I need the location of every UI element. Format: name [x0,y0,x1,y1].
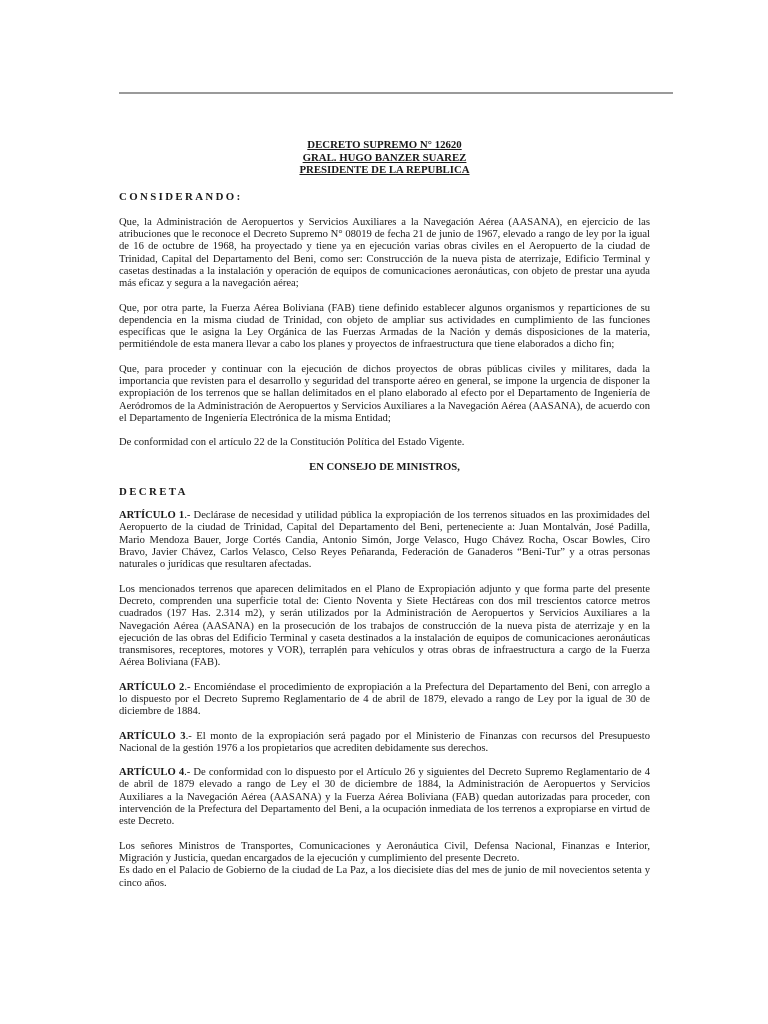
top-rule [119,92,673,94]
considerando-paragraph-4: De conformidad con el artículo 22 de la Constitución Política del Estado Vigente. [119,437,465,449]
decree-document [119,139,650,890]
article-1-continuation-text: Los mencionados terrenos que aparecen delimitados en el Plano de Expropiación adjunto y que forma parte del presente Decreto, comprenden una superficie total de: Ciento Noventa y Siete Hectáreas con dos mil trescientos catorce metros cuadrados (197 Has. 2.314 m2), y serán utilizados por la Administración de Aeropuertos y Servicios Auxiliares a la Navegación Aérea (AASANA) en la prosecución de los trabajos de construcción de la nueva pista de aterrizaje y en la ejecución de las obras del Edificio Terminal y caseta destinados a la instalación de equipos de comunicaciones aeronáuticas transmisores, receptores, motores y VOR), terraplén para vehículos y otras obras de infraestructura a cargo de la Fuerza Aérea Boliviana (FAB). [119,583,650,669]
article-1-text: .- Declárase de necesidad y utilidad pública la expropiación de los terrenos situados en las proximidades del Aeropuerto de la ciudad de Trinidad, Capital del Departamento del Beni, perteneciente a: Juan Montalván, José Padilla, Mario Mendoza Bauer, Jorge Cortés Candia, Antonio Simón, Jorge Velasco, Hugo Chávez Rocha, Oscar Bowles, Ciro Bravo, Javier Chávez, Carlos Velasco, Celso Reyes Peñaranda, Federación de Ganaderos “Beni-Tur” y a otras personas naturales o jurídicas que resultaren afectadas. [119,510,650,571]
article-4-text: .- De conformidad con lo dispuesto por el Artículo 26 y siguientes del Decreto Supremo Reglamentario de 4 de abril de 1879 elevado a rango de Ley el 30 de diciembre de 1884, la Administración de Aeropuertos y Servicios Auxiliares a la Navegación Aérea (AASANA) y la Fuerza Aérea Boliviana (FAB) quedan autorizadas para proceder, con intervención de la Prefectura del Departamento del Beni, a la ocupación inmediata de los terrenos a expropiarse en virtud de este Decreto. [119,767,650,828]
closing-paragraph-1: Los señores Ministros de Transportes, Comunicaciones y Aeronáutica Civil, Defensa Nacional, Finanzas e Interior, Migración y Justicia, quedan encargados de la ejecución y cumplimiento del presente Decreto. [119,840,650,864]
considerando-paragraph-3: Que, para proceder y continuar con la ejecución de dichos proyectos de obras públicas civiles y militares, dada la importancia que revisten para el desarrollo y seguridad del transporte aéreo en general, se impone la urgencia de disponer la expropiación de los terrenos que se hallan delimitados en el plano elaborado al efecto por el Departamento de Ingeniería de Aeródromos de la Administración de Aeropuertos y Servicios Auxiliares a la Navegación Aérea (AASANA), de acuerdo con el Departamento de Ingeniería Electrónica de la misma Entidad; [119,363,650,424]
president-title: PRESIDENTE DE LA REPUBLICA [299,164,470,176]
article-2 [119,682,650,719]
article-1-label: ARTÍCULO 1 [119,510,185,522]
article-1 [119,510,650,571]
article-2-text: .- Encomiéndase el procedimiento de expropiación a la Prefectura del Departamento del Beni, con arreglo a lo dispuesto por el Decreto Supremo Reglamentario de 4 de abril de 1879, elevado a rango de Ley por la igual de 30 de diciembre de 1884. [119,681,650,718]
considerando-paragraph-1: Que, la Administración de Aeropuertos y Servicios Auxiliares a la Navegación Aérea (AASANA), en ejercicio de las atribuciones que le reconoce el Decreto Supremo N° 08019 de fecha 21 de junio de 1967, elevado a rango de ley por la igual de 16 de octubre de 1968, ha proyectado y tiene ya en ejecución varias obras civiles en el Aeropuerto de la ciudad de Trinidad, Capital del Departamento del Beni, como ser: Construcción de la nueva pista de aterrizaje, Edificio Terminal y casetas destinadas a la instalación y operación de equipos de comunicaciones aeronáuticas, con objeto de prestar una ayuda más eficaz y segura a la navegación aérea; [119,216,650,290]
article-4 [119,767,650,828]
president-name: GRAL. HUGO BANZER SUAREZ [302,151,467,164]
article-3 [119,731,650,756]
decreta-heading: DECRETA [119,485,188,498]
article-4-label: ARTÍCULO 4 [119,767,185,779]
article-3-label: ARTÍCULO 3 [119,730,186,742]
closing-paragraph-2: Es dado en el Palacio de Gobierno de la ciudad de La Paz, a los diecisiete días del mes de junio de mil novecientos setenta y cinco años. [119,865,650,889]
decree-title: DECRETO SUPREMO N° 12620 [307,139,462,151]
article-1-continuation [119,584,650,670]
considerando-heading: CONSIDERANDO: [119,190,243,203]
considerando-paragraph-2: Que, por otra parte, la Fuerza Aérea Boliviana (FAB) tiene definido establecer algunos organismos y reparticiones de su dependencia en la misma ciudad de Trinidad, con objeto de ampliar sus actividades en cumplimiento de las funciones específicas que le asigna la Ley Orgánica de las Fuerzas Armadas de la Nación y demás disposiciones de la materia, permitiéndole de esta manera llevar a cabo los planes y proyectos de infraestructura que tiene elaborados a dicho fin; [119,302,650,351]
article-2-label: ARTÍCULO 2 [119,681,185,693]
consejo-heading: EN CONSEJO DE MINISTROS, [309,461,460,473]
article-3-text: .- El monto de la expropiación será pagado por el Ministerio de Finanzas con recursos del Presupuesto Nacional de la gestión 1976 a los propietarios que acrediten debidamente sus derechos. [119,730,650,754]
